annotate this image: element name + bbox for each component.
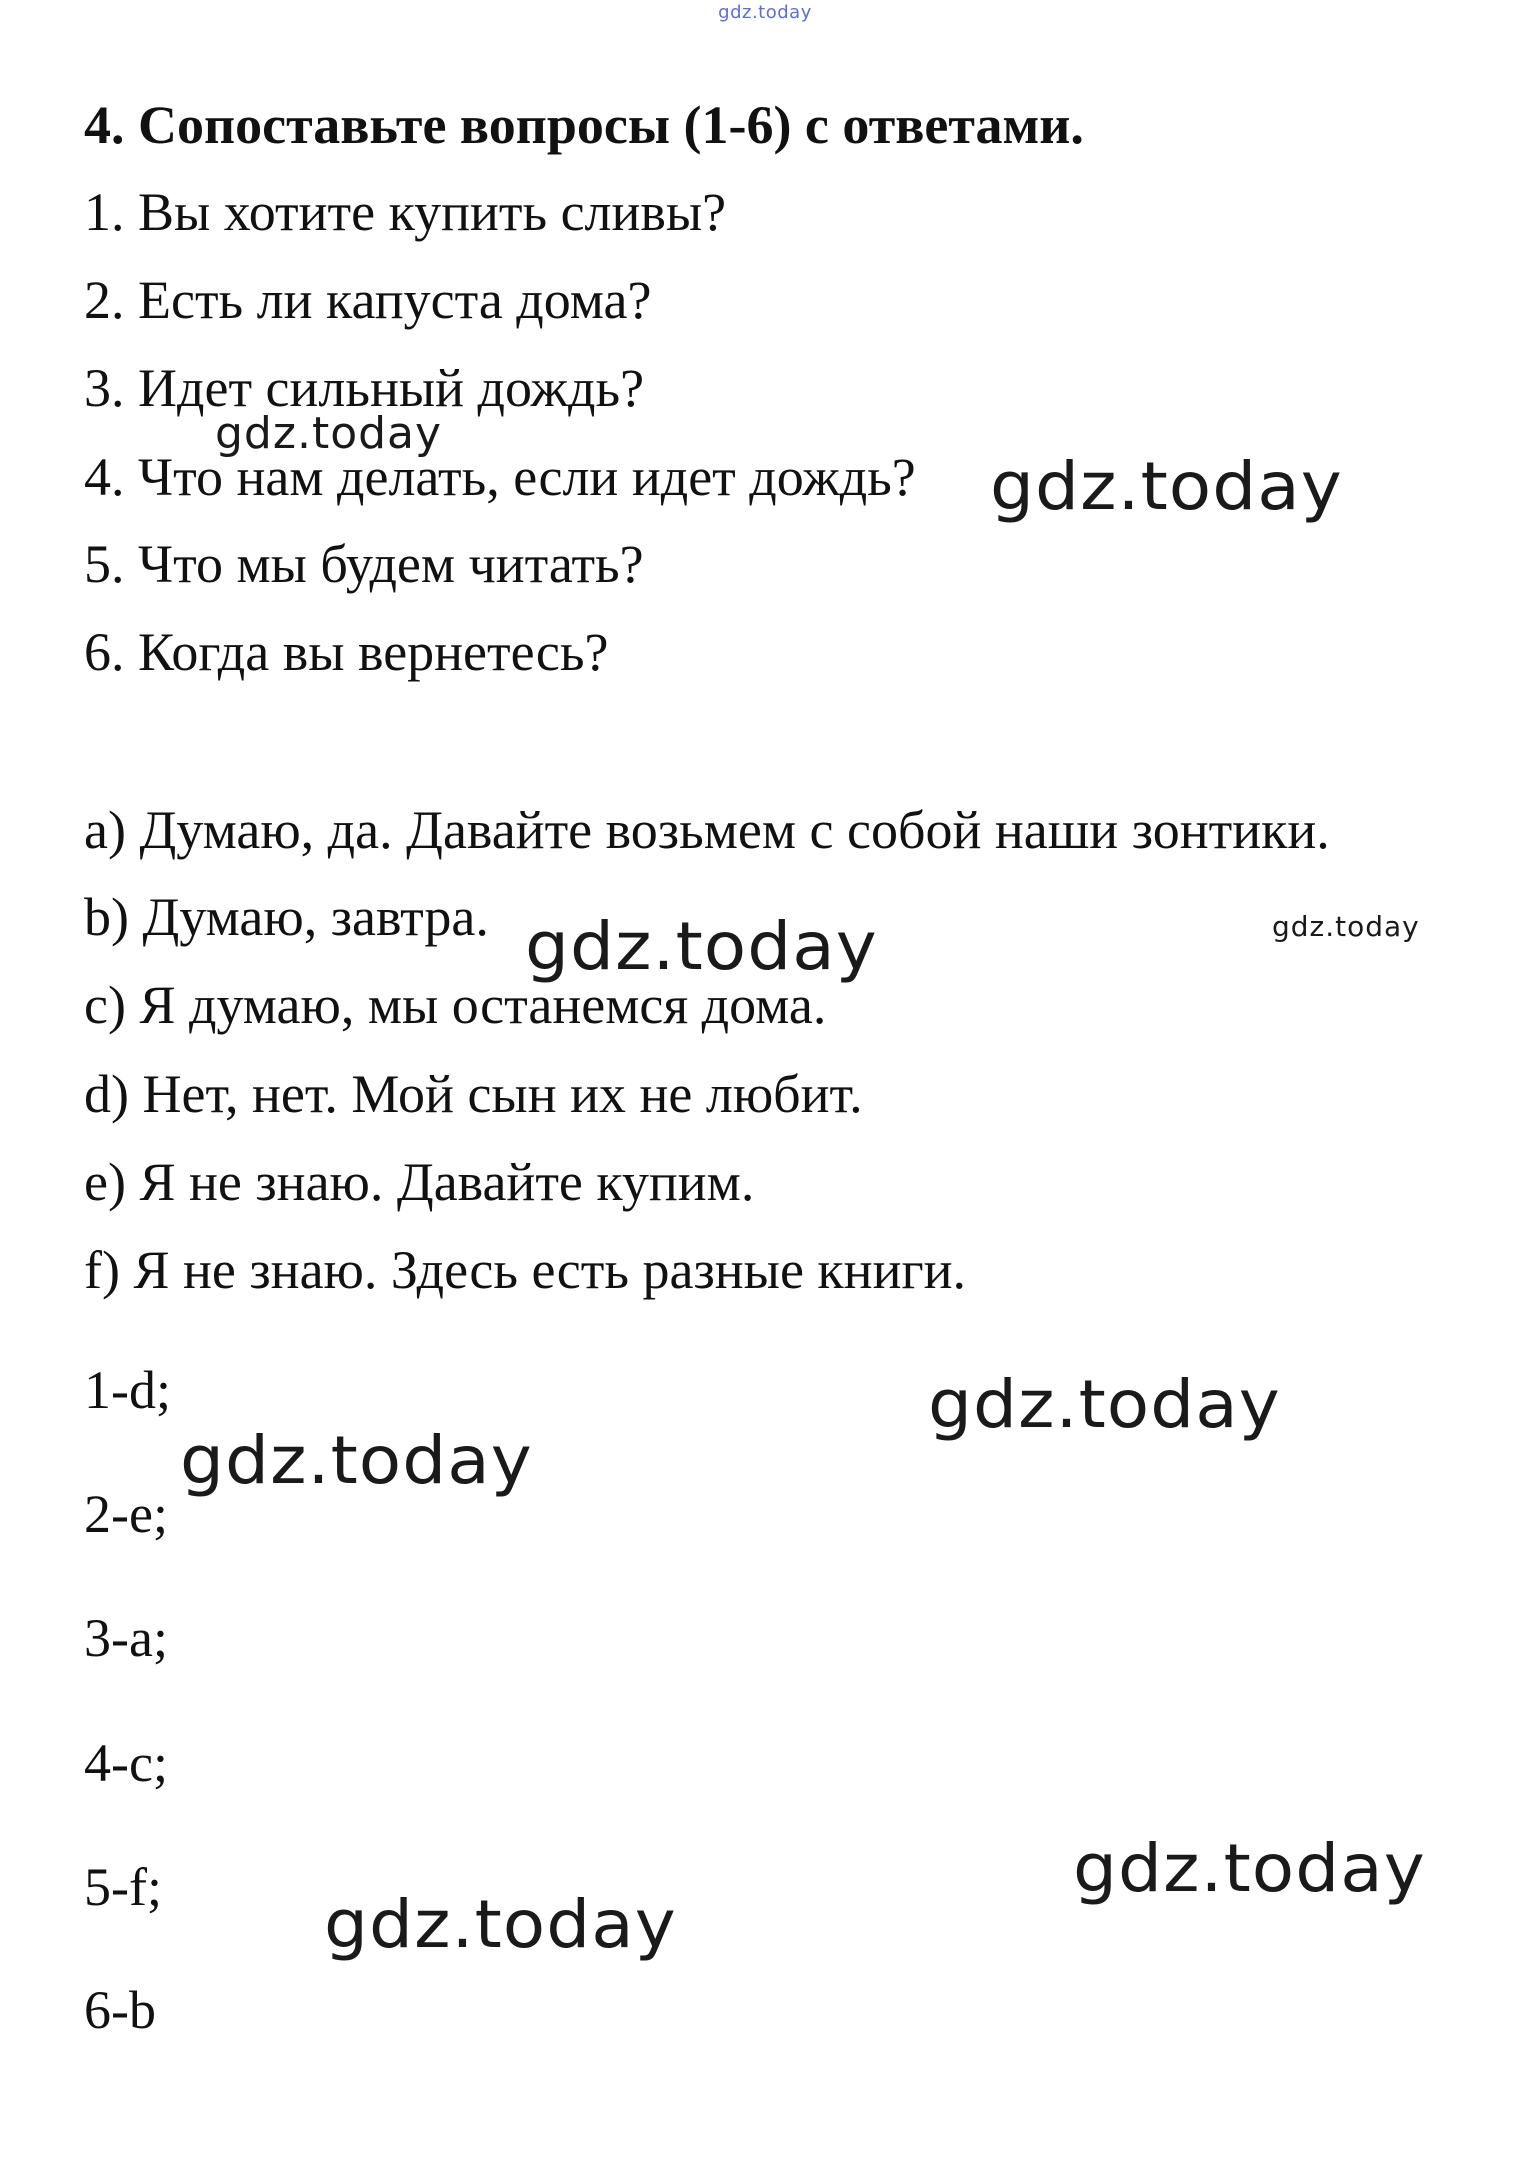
match-2: 2-e; (84, 1484, 168, 1544)
watermark: gdz.today (180, 1422, 533, 1499)
top-watermark: gdz.today (718, 2, 812, 23)
match-6: 6-b (84, 1980, 156, 2040)
match-5: 5-f; (84, 1857, 162, 1917)
question-1: 1. Вы хотите купить сливы? (84, 182, 727, 242)
match-1: 1-d; (84, 1360, 171, 1420)
question-4: 4. Что нам делать, если идет дождь? (84, 447, 916, 507)
answer-d: d) Нет, нет. Мой сын их не любит. (84, 1064, 863, 1124)
answer-f: f) Я не знаю. Здесь есть разные книги. (84, 1240, 967, 1300)
task-heading: 4. Сопоставьте вопросы (1-6) с ответами. (84, 95, 1084, 155)
answer-a: a) Думаю, да. Давайте возьмем с собой наши зонтики. (84, 800, 1330, 860)
question-2: 2. Есть ли капуста дома? (84, 270, 652, 330)
answer-b: b) Думаю, завтра. (84, 887, 489, 947)
question-5: 5. Что мы будем читать? (84, 534, 644, 594)
answer-c: c) Я думаю, мы останемся дома. (84, 975, 827, 1035)
match-3: 3-a; (84, 1608, 168, 1668)
watermark: gdz.today (324, 1886, 677, 1963)
watermark: gdz.today (1272, 910, 1420, 943)
match-4: 4-c; (84, 1733, 168, 1793)
watermark: gdz.today (215, 408, 443, 459)
question-3: 3. Идет сильный дождь? (84, 358, 645, 418)
question-6: 6. Когда вы вернетесь? (84, 622, 609, 682)
watermark: gdz.today (990, 448, 1343, 525)
answer-e: e) Я не знаю. Давайте купим. (84, 1152, 755, 1212)
watermark: gdz.today (928, 1366, 1281, 1443)
watermark: gdz.today (525, 908, 878, 985)
watermark: gdz.today (1073, 1830, 1426, 1907)
